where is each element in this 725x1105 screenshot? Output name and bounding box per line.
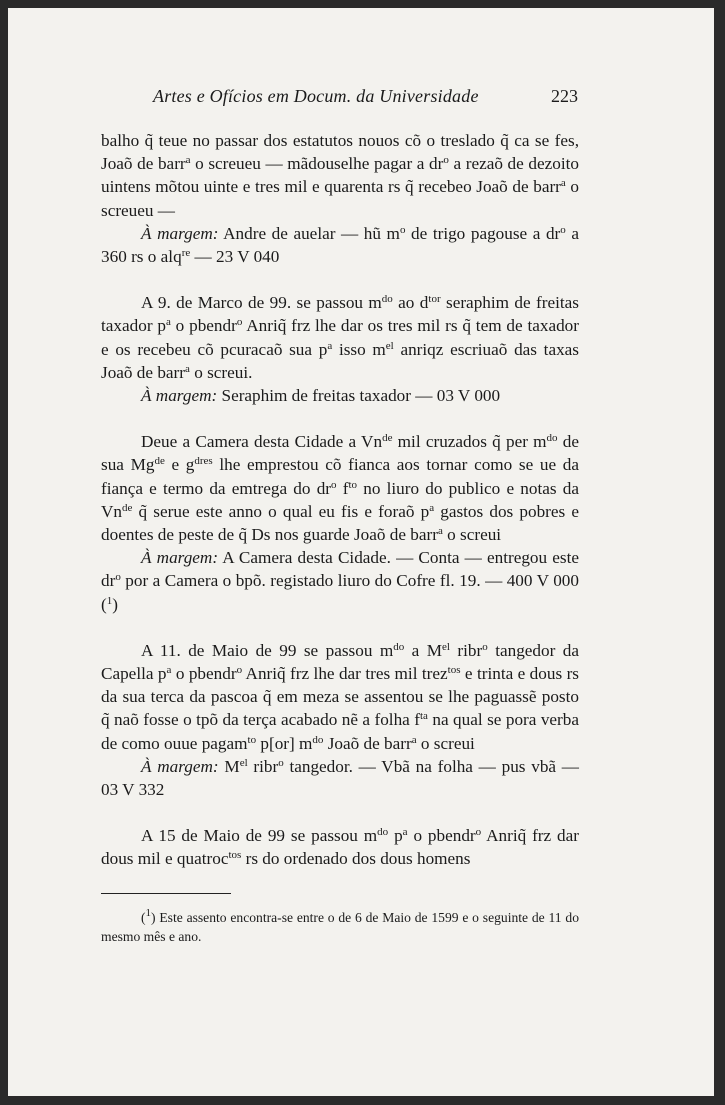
footnote-ref: 1 <box>106 594 113 607</box>
entry-paragraph: A 9. de Marco de 99. se passou $m^{do}$ ao $d^{tor}$ seraphim de freitas taxador $p^a$ o pbendr$^o$ Anriq̃ frz lhe dar os tres mil rs q̃ tem de taxador e os recebeu cõ pcuracaõ sua $p^a$ isso $m^{el}$ anriqz escriuaõ das taxas Joaõ de barr$^a$ o screui. <box>101 293 579 382</box>
book-page <box>8 8 714 1096</box>
margin-label: À margem: <box>141 386 218 406</box>
running-title: Artes e Ofícios em Docum. da Universidade <box>153 86 479 106</box>
document-body <box>101 129 579 871</box>
margin-label: À margem: <box>141 548 219 568</box>
margin-label: À margem: <box>141 756 219 776</box>
footnote-separator <box>101 893 231 894</box>
margin-note: À margem: $M^{el}$ ribr$^o$ tangedor. — Vbã na folha — pus vbã — 03 V 332 <box>101 756 579 800</box>
margin-label: À margem: <box>141 223 219 243</box>
entry-paragraph: A 11. de Maio de 99 se passou $m^{do}$ a $M^{el}$ ribr$^o$ tangedor da Capella $p^a$ o pbendr$^o$ Anriq̃ frz lhe dar tres mil trez$^{tos}$ e trinta e dous rs da sua terca da pascoa q̃ em meza se assentou se lhe paguassẽ posto q̃ naõ fosse o tpõ da terça acabado nẽ a folha $f^{ta}$ na qual se pora verba de como ouue pagam$^{to}$ p[or] $m^{do}$ Joaõ de barr$^a$ o screui <box>101 640 579 753</box>
page-number: 223 <box>551 86 578 106</box>
margin-note: À margem: Andre de auelar — hũ $m^o$ de trigo pagouse a $dr^o$ a 360 rs o alq$^{re}$ — 23 V 040 <box>101 223 580 267</box>
entry-paragraph: Deue a Camera desta Cidade a $Vn^{de}$ mil cruzados q̃ per $m^{do}$ de sua $Mg^{de}$ e $g^{dres}$ lhe emprestou cõ fianca aos tornar como se ue da fiança e termo da emtrega do $dr^o$ $f^{to}$ no liuro do publico e notas da $Vn^{de}$ q̃ serue este anno o qual eu fis e foraõ $p^a$ gastos dos pobres e doentes de peste de q̃ Ds nos guarde Joaõ de barr$^a$ o screui <box>101 432 579 545</box>
footnote: ($^1$) Este assento encontra-se entre o de 6 de Maio de 1599 e o seguinte de 11 do mesmo mês e ano. <box>101 907 579 944</box>
running-header <box>153 84 578 108</box>
entry-paragraph: A 15 de Maio de 99 se passou $m^{do}$ $p^a$ o pbendr$^o$ Anriq̃ frz dar dous mil e quatroc$^{tos}$ rs do ordenado dos dous homens <box>101 826 579 869</box>
entry-paragraph: balho q̃ teue no passar dos estatutos nouos cõ o treslado q̃ ca se fes, Joaõ de barr$^a$ o screueu — mãdouselhe pagar a $dr^o$ a rezaõ de dezoito uintens mõtou uinte e tres mil e quarenta rs q̃ recebeo Joaõ de barr$^a$ o screueu — <box>101 131 580 220</box>
margin-note: À margem: A Camera desta Cidade. — Conta — entregou este $dr^o$ por a Camera o bpõ. registado liuro do Cofre fl. 19. — 400 V 000 ($^1$) <box>101 548 579 614</box>
margin-note: À margem: Seraphim de freitas taxador — 03 V 000 <box>141 386 501 406</box>
footnote-marker: 1 <box>145 907 152 919</box>
